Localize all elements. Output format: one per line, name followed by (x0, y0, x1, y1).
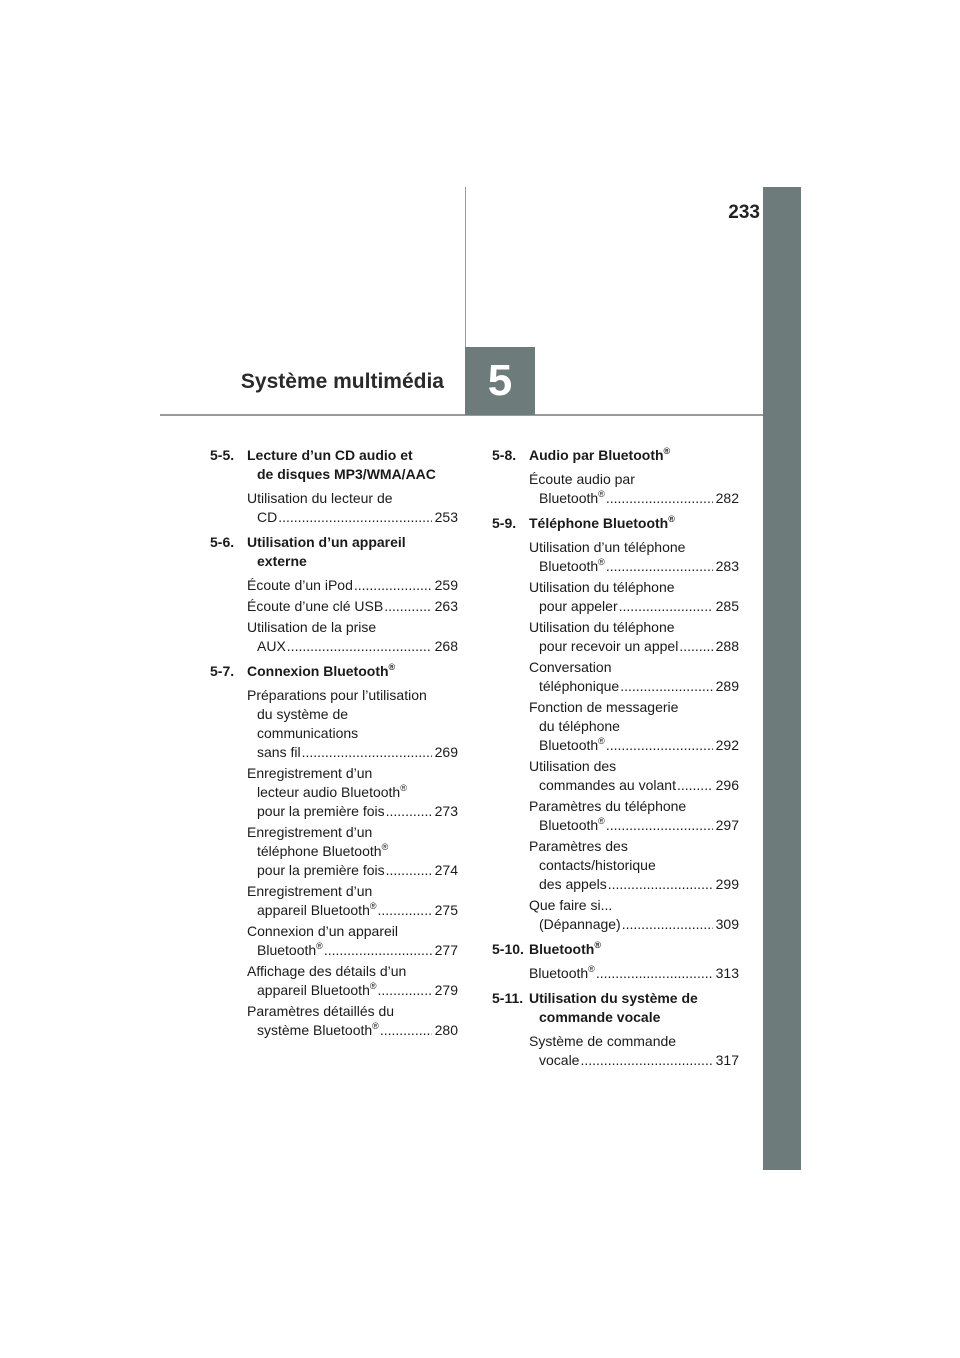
toc-entry[interactable]: Enregistrement d’un lecteur audio Bluetooth® pour la première fois ..... 273 (247, 764, 458, 821)
chapter-number: 5 (487, 356, 513, 405)
toc-entry[interactable]: Paramètres détaillés du système Bluetooth® ..... 280 (247, 1002, 458, 1040)
toc-entry[interactable]: Connexion d’un appareil Bluetooth® ..... 277 (247, 922, 458, 960)
toc-entry[interactable]: Utilisation du téléphone pour recevoir un appel ..... 288 (529, 618, 739, 656)
toc-section-5-6[interactable]: 5-6. Utilisation d’un appareil externe (210, 534, 406, 569)
page-ref: 277 (434, 942, 458, 958)
page-ref: 268 (434, 638, 458, 654)
page-ref: 313 (715, 965, 739, 981)
page-ref: 296 (715, 777, 739, 793)
page-ref: 269 (434, 744, 458, 760)
horizontal-rule (160, 414, 763, 416)
toc-section-5-8[interactable]: 5-8. Audio par Bluetooth® (492, 446, 671, 463)
toc-entry[interactable]: Utilisation du téléphone pour appeler ..... 285 (529, 578, 739, 616)
page-ref: 275 (434, 902, 458, 918)
toc-left-column (210, 446, 458, 1042)
toc-section-5-7[interactable]: 5-7. Connexion Bluetooth® (210, 662, 396, 679)
toc-section-5-10[interactable]: 5-10. Bluetooth® (492, 940, 601, 957)
page-ref: 273 (434, 803, 458, 819)
toc-entry[interactable]: Préparations pour l’utilisation du système de communications sans fil ..... 269 (247, 686, 458, 762)
page-ref: 317 (715, 1052, 739, 1068)
toc-entry[interactable]: Écoute d’une clé USB ..... 263 (247, 597, 458, 616)
chapter-number-box (465, 347, 535, 415)
toc-entry[interactable]: Enregistrement d’un téléphone Bluetooth® pour la première fois ..... 274 (247, 823, 458, 880)
toc-entry[interactable]: Paramètres du téléphone Bluetooth® ..... 297 (529, 797, 739, 835)
toc-entry[interactable]: Système de commande vocale ..... 317 (529, 1032, 739, 1070)
page-ref: 297 (715, 817, 739, 833)
toc-entry[interactable]: Utilisation des commandes au volant ..... 296 (529, 757, 739, 795)
toc-entry[interactable]: Utilisation du lecteur de CD ..... 253 (247, 489, 458, 527)
page-ref: 292 (715, 737, 739, 753)
toc-entry[interactable]: Enregistrement d’un appareil Bluetooth® ..... 275 (247, 882, 458, 920)
page-ref: 259 (434, 577, 458, 593)
page-ref: 285 (715, 598, 739, 614)
toc-entry[interactable]: Paramètres des contacts/historique des appels ..... 299 (529, 837, 739, 894)
toc-entry[interactable]: Utilisation de la prise AUX ..... 268 (247, 618, 458, 656)
page-ref: 283 (715, 558, 739, 574)
toc-entry[interactable]: Affichage des détails d’un appareil Bluetooth® ..... 279 (247, 962, 458, 1000)
toc-section-5-11[interactable]: 5-11. Utilisation du système de commande vocale (492, 990, 698, 1025)
page-ref: 288 (715, 638, 739, 654)
page-ref: 279 (434, 982, 458, 998)
page-ref: 282 (715, 490, 739, 506)
chapter-title: Système multimédia (240, 370, 444, 393)
page-ref: 309 (715, 916, 739, 932)
page-ref: 263 (434, 598, 458, 614)
page-ref: 253 (434, 509, 458, 525)
vertical-rule (465, 187, 466, 347)
toc-entry[interactable]: Bluetooth® ..... 313 (529, 964, 739, 983)
chapter-side-tab (763, 187, 801, 1170)
page-ref: 299 (715, 876, 739, 892)
page-ref: 289 (715, 678, 739, 694)
toc-section-5-5[interactable]: 5-5. Lecture d’un CD audio et de disques MP3/WMA/AAC (210, 447, 436, 482)
toc-entry[interactable]: Que faire si... (Dépannage) ..... 309 (529, 896, 739, 934)
page-ref: 274 (434, 862, 458, 878)
toc-entry[interactable]: Écoute audio par Bluetooth® ..... 282 (529, 470, 739, 508)
toc-entry[interactable]: Utilisation d’un téléphone Bluetooth® ..... 283 (529, 538, 739, 576)
toc-section-5-9[interactable]: 5-9. Téléphone Bluetooth® (492, 514, 675, 531)
toc-right-column (492, 446, 739, 1072)
toc-entry[interactable]: Écoute d’un iPod ..... 259 (247, 576, 458, 595)
toc-entry[interactable]: Conversation téléphonique ..... 289 (529, 658, 739, 696)
toc-entry[interactable]: Fonction de messagerie du téléphone Bluetooth® ..... 292 (529, 698, 739, 755)
page-number: 233 (728, 202, 760, 223)
page-ref: 280 (434, 1022, 458, 1038)
